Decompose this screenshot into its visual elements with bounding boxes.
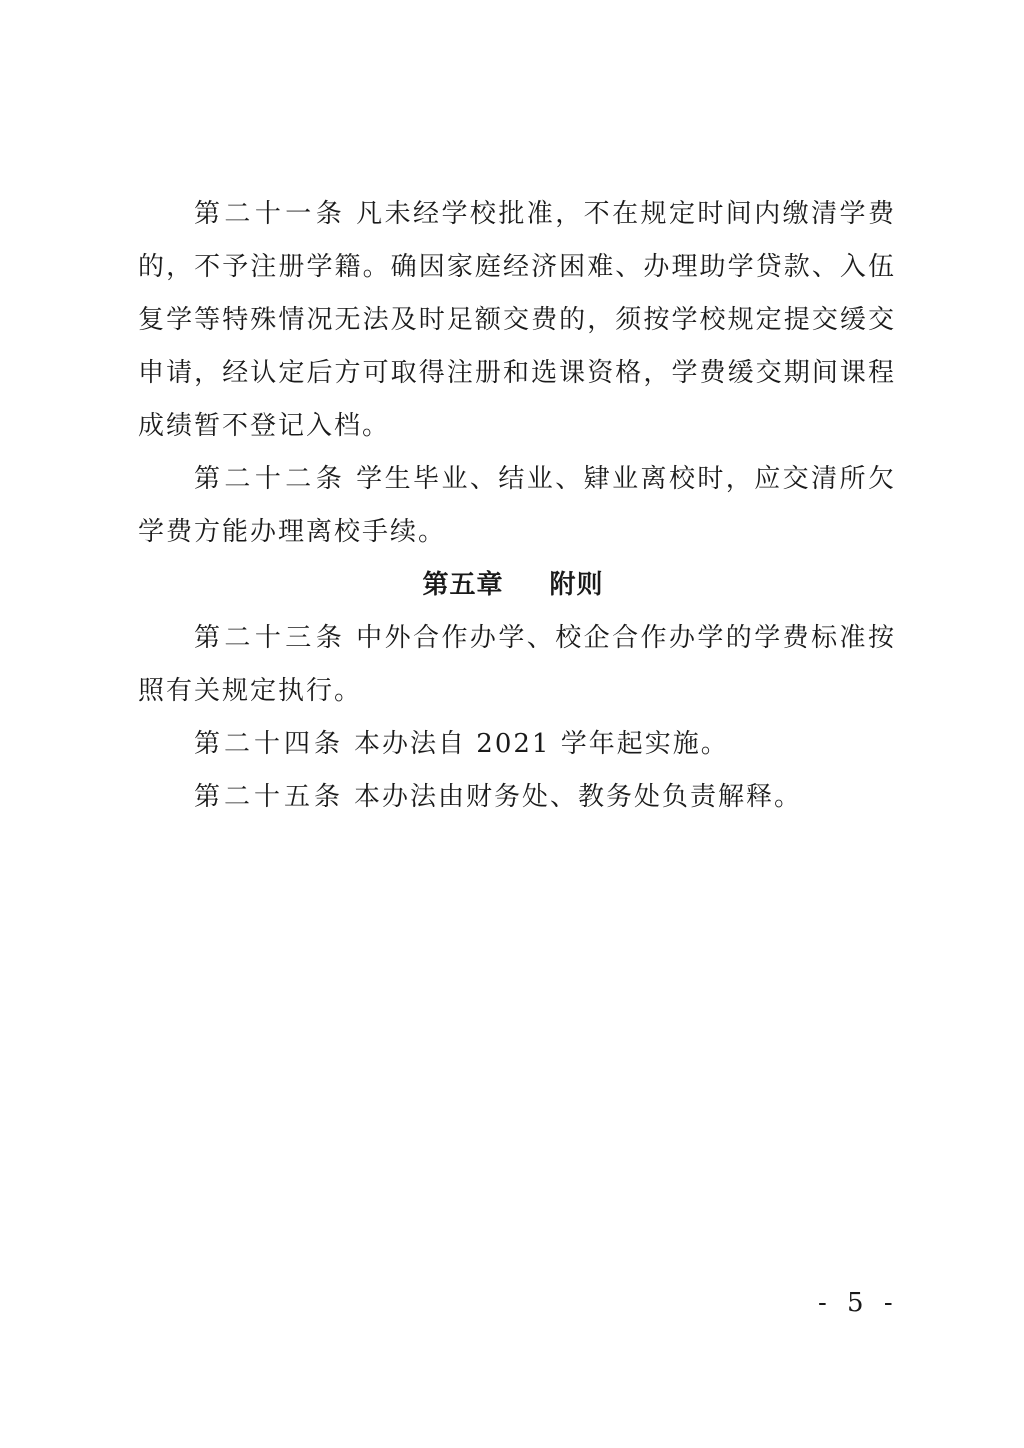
article-22-number: 第二十二条 bbox=[194, 464, 347, 494]
article-25-text: 本办法由财务处、教务处负责解释。 bbox=[354, 782, 803, 812]
article-24 bbox=[138, 718, 896, 771]
chapter-title: 附则 bbox=[549, 570, 604, 600]
article-22-text: 学生毕业、结业、肄业离校时，应交清所欠学费方能办理离校手续。 bbox=[138, 464, 896, 547]
article-23-text: 中外合作办学、校企合作办学的学费标准按照有关规定执行。 bbox=[138, 623, 896, 706]
article-24-text: 本办法自 2021 学年起实施。 bbox=[354, 729, 729, 759]
article-24-number: 第二十四条 bbox=[194, 729, 345, 759]
article-22 bbox=[138, 453, 896, 559]
chapter-heading bbox=[138, 559, 896, 612]
article-21 bbox=[138, 188, 896, 453]
page-number: - 5 - bbox=[818, 1288, 899, 1318]
article-23-number: 第二十三条 bbox=[194, 623, 347, 653]
article-25 bbox=[138, 771, 896, 824]
article-21-number: 第二十一条 bbox=[194, 199, 347, 229]
article-23 bbox=[138, 612, 896, 718]
document-body bbox=[138, 188, 896, 824]
article-21-text: 凡未经学校批准，不在规定时间内缴清学费的，不予注册学籍。确因家庭经济困难、办理助学贷款、入伍复学等特殊情况无法及时足额交费的，须按学校规定提交缓交申请，经认定后方可取得注册和选课资格，学费缓交期间课程成绩暂不登记入档。 bbox=[138, 199, 896, 441]
chapter-number: 第五章 bbox=[422, 570, 504, 600]
article-25-number: 第二十五条 bbox=[194, 782, 345, 812]
